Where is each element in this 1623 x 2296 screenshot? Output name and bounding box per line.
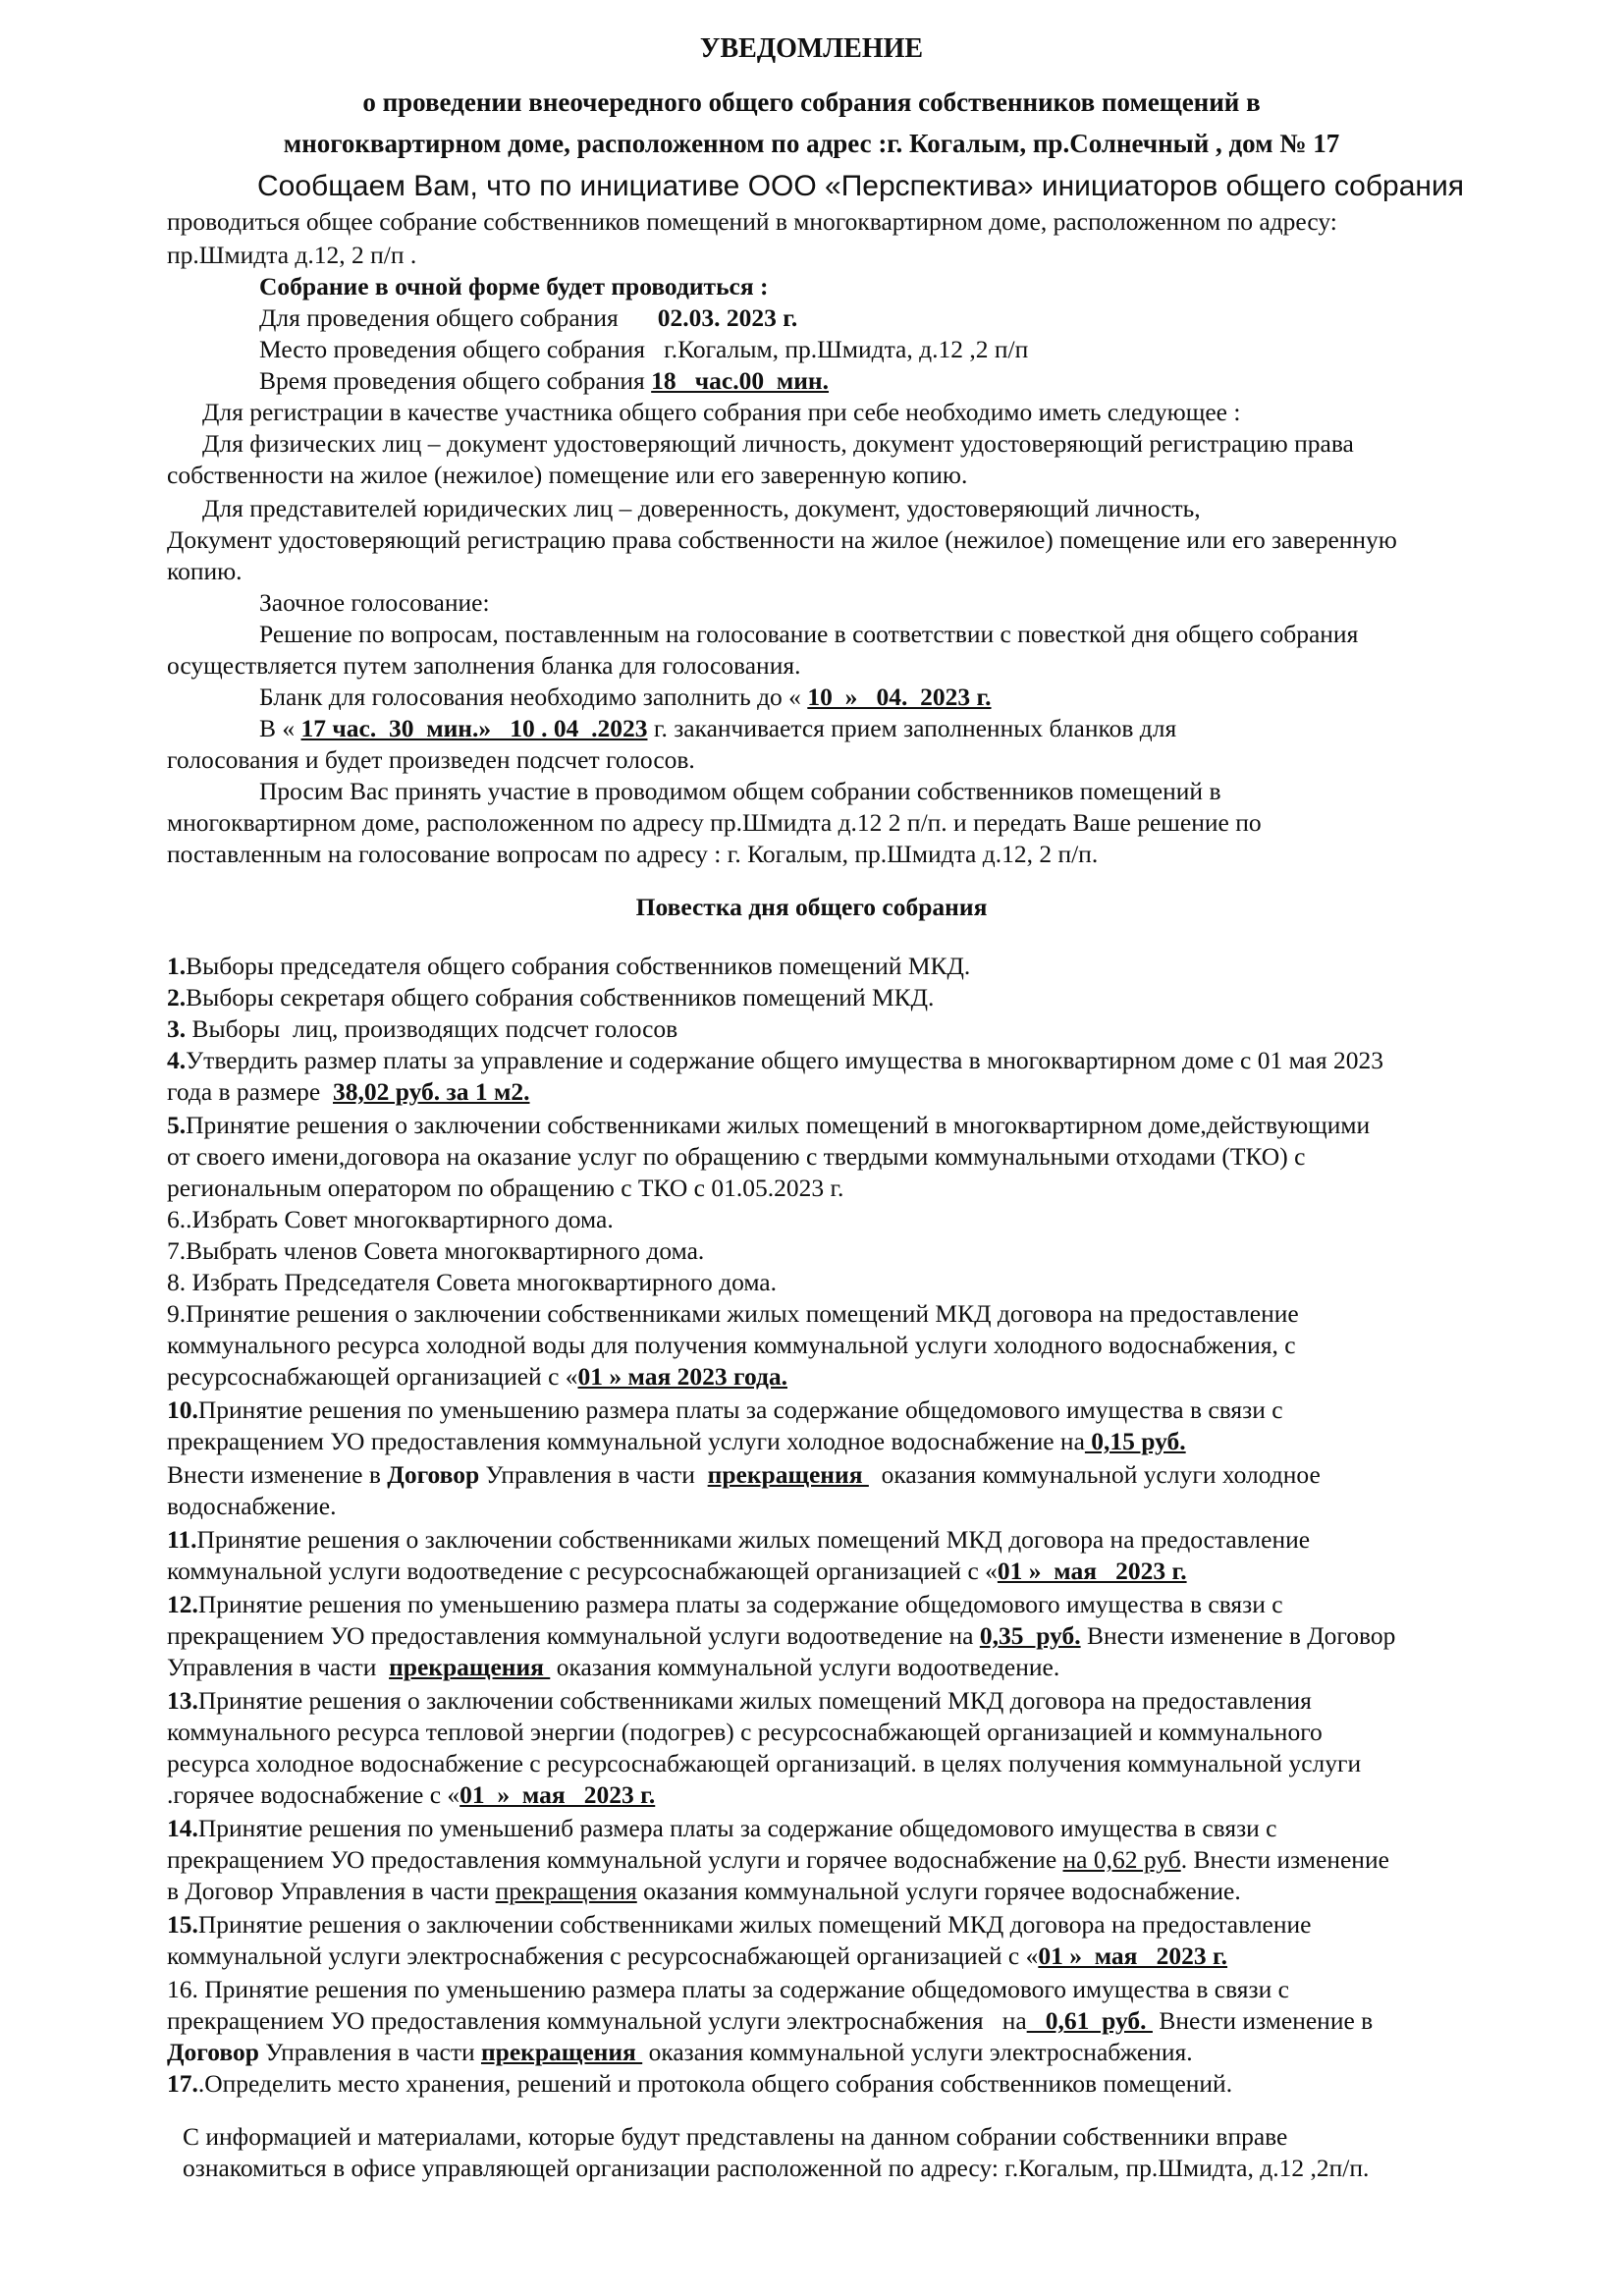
agenda-item-text: Принятие решения по уменьшению размера платы за содержание общедомового имущества в связи с [197,1590,1283,1618]
absentee-deadline-label: Бланк для голосования необходимо заполнить до « [259,683,801,711]
meeting-place-value: г.Когалым, пр.Шмидта, д.12 ,2 п/п [664,335,1029,363]
agenda-item-termination: прекращения [707,1460,869,1489]
agenda-item-text: .горячее водоснабжение с « [167,1780,460,1809]
agenda-item-13-line3: ресурса холодное водоснабжение с ресурсоснабжающей организаций. в целях получения коммунальной услуги [167,1749,1362,1777]
agenda-item-15 [167,1909,1532,1941]
agenda-item-16-line2 [167,2005,1373,2037]
absentee-end-suffix: г. заканчивается прием заполненных бланков для [653,714,1177,742]
agenda-item-15-line2 [167,1941,1227,1972]
registration-line3: собственности на жилое (нежилое) помещение или его заверенную копию. [167,461,968,489]
footer-line1: С информацией и материалами, которые будут представлены на данном собрании собственники вправе [183,2122,1288,2151]
agenda-item-text: Управления в части [258,2038,481,2066]
agenda-item-text: года в размере [167,1077,333,1106]
agenda-item-number: 13. [167,1686,198,1715]
agenda-item-amount: на 0,62 руб [1062,1845,1181,1874]
document-subtitle-line2: многоквартирном доме, расположенном по адрес :г. Когалым, пр.Солнечный , дом № 17 [283,129,1340,158]
agenda-item-number: 15. [167,1910,198,1939]
registration-line1: Для регистрации в качестве участника общего собрания при себе необходимо иметь следующее : [202,398,1241,426]
agenda-item-number: 5. [167,1111,187,1139]
agenda-item-number: 12. [167,1590,198,1618]
agenda-item-text: в Договор Управления в части [167,1877,496,1905]
agenda-item-text: Утвердить размер платы за управление и содержание общего имущества в многоквартирном доме с 01 мая 2023 [186,1046,1383,1074]
agenda-item-10-line2 [167,1426,1186,1457]
agenda-item-text: . Внести изменение [1180,1845,1389,1874]
agenda-item-number: 1. [167,952,187,980]
agenda-item-2 [167,982,934,1013]
agenda-item-6: 6..Избрать Совет многоквартирного дома. [167,1205,614,1233]
absentee-heading: Заочное голосование: [259,588,490,617]
agenda-item-number: 10. [167,1395,198,1424]
request-line3: поставленным на голосование вопросам по адресу : г. Когалым, пр.Шмидта д.12, 2 п/п. [167,840,1099,868]
meeting-heading: Собрание в очной форме будет проводиться : [259,272,769,301]
agenda-item-text: Внести изменение в [1152,2006,1374,2035]
agenda-item-16-line3 [167,2037,1193,2068]
registration-line4: Для представителей юридических лиц – доверенность, документ, удостоверяющий личность, [202,494,1201,522]
intro-line2: проводиться общее собрание собственников помещений в многоквартирном доме, расположенном по адресу: [167,207,1337,236]
agenda-item-text: .Определить место хранения, решений и протокола общего собрания собственников помещений. [197,2069,1233,2098]
registration-line5: Документ удостоверяющий регистрацию права собственности на жилое (нежилое) помещение или его заверенную [167,525,1397,554]
meeting-date-row [259,302,797,334]
agenda-item-text: Выборы лиц, производящих подсчет голосов [186,1014,678,1043]
document-title: УВЕДОМЛЕНИЕ [699,33,924,64]
absentee-end-row [259,713,1176,744]
agenda-item-text: оказания коммунальной услуги электроснабжения. [642,2038,1193,2066]
agenda-item-contract: Договор [167,2038,259,2066]
request-line2: многоквартирном доме, расположенном по адресу пр.Шмидта д.12 2 п/п. и передать Ваше решение по [167,808,1262,837]
agenda-item-termination: прекращения [495,1877,637,1905]
absentee-end-line2: голосования и будет произведен подсчет голосов. [167,745,695,774]
agenda-item-amount: 38,02 руб. за 1 м2. [332,1077,530,1106]
agenda-item-number: 2. [167,983,187,1011]
agenda-item-amount: 0,61 руб. [1026,2006,1153,2035]
agenda-item-date: 01 » мая 2023 года. [577,1362,787,1391]
agenda-item-3 [167,1013,677,1045]
absentee-line2: осуществляется путем заполнения бланка для голосования. [167,651,801,680]
footer-line2: ознакомиться в офисе управляющей организации расположенной по адресу: г.Когалым, пр.Шмидта, д.12 ,2п/п. [183,2154,1370,2182]
agenda-item-10-line4: водоснабжение. [167,1492,337,1520]
agenda-item-11-line2 [167,1556,1187,1587]
absentee-end-prefix: В « [259,714,296,742]
agenda-item-text: оказания коммунальной услуги горячее водоснабжение. [636,1877,1241,1905]
agenda-item-amount: 0,15 руб. [1084,1427,1186,1455]
meeting-date-value: 02.03. 2023 г. [657,303,798,332]
agenda-item-17 [167,2068,1232,2100]
agenda-item-12-line2 [167,1620,1395,1652]
agenda-item-text: Управления в части [167,1653,390,1681]
agenda-item-number: 14. [167,1814,198,1842]
agenda-item-text: Управления в части [479,1460,708,1489]
agenda-item-date: 01 » мая 2023 г. [997,1557,1187,1585]
agenda-item-text: Принятие решения по уменьшению размера платы за содержание общедомового имущества в связи с [197,1395,1283,1424]
agenda-item-text: прекращением УО предоставления коммунальной услуги водоотведение на [167,1621,980,1650]
agenda-item-5-line2: от своего имени,договора на оказание услуг по обращению с твердыми коммунальными отходами (ТКО) с [167,1142,1306,1171]
agenda-title: Повестка дня общего собрания [635,893,988,921]
agenda-item-text: прекращением УО предоставления коммунальной услуги и горячее водоснабжение [167,1845,1063,1874]
agenda-item-date: 01 » мая 2023 г. [1038,1941,1228,1970]
agenda-item-text: оказания коммунальной услуги водоотведение. [550,1653,1060,1681]
agenda-item-text: Принятие решения по уменьшениб размера платы за содержание общедомового имущества в связи с [197,1814,1277,1842]
agenda-item-text: Внести изменение в [167,1460,388,1489]
agenda-item-9-line2: коммунального ресурса холодной воды для получения коммунальной услуги холодного водоснабжения, с [167,1331,1296,1359]
meeting-date-label: Для проведения общего собрания [259,303,619,332]
agenda-item-10-line3 [167,1459,1321,1491]
agenda-item-14-line2 [167,1844,1389,1876]
agenda-item-number: 11. [167,1525,197,1554]
agenda-item-12-line3 [167,1652,1059,1683]
meeting-time-label: Время проведения общего собрания [259,366,645,395]
agenda-item-13-line2: коммунального ресурса тепловой энергии (подогрев) с ресурсоснабжающей организацией и коммунального [167,1718,1323,1746]
agenda-item-text: Принятие решения о заключении собственниками жилых помещений МКД договора на предоставления [197,1686,1312,1715]
absentee-line1: Решение по вопросам, поставленным на голосование в соответствии с повесткой дня общего собрания [259,620,1359,648]
agenda-item-12 [167,1589,1532,1620]
absentee-deadline-row [259,682,992,713]
agenda-item-number: 17. [167,2069,198,2098]
agenda-item-text: Внести изменение в Договор [1080,1621,1396,1650]
agenda-item-10 [167,1394,1532,1426]
agenda-item-9: 9.Принятие решения о заключении собственниками жилых помещений МКД договора на предоставление [167,1299,1299,1328]
agenda-item-5 [167,1110,1532,1141]
agenda-item-number: 4. [167,1046,187,1074]
agenda-item-16: 16. Принятие решения по уменьшению размера платы за содержание общедомового имущества в связи с [167,1975,1289,2003]
request-line1: Просим Вас принять участие в проводимом общем собрании собственников помещений в [259,777,1221,805]
absentee-deadline-value: 10 » 04. 2023 г. [807,683,992,711]
meeting-time-row [259,365,829,397]
agenda-item-8: 8. Избрать Председателя Совета многоквартирного дома. [167,1268,778,1296]
agenda-item-text: Принятие решения о заключении собственниками жилых помещений в многоквартирном доме,действующими [186,1111,1371,1139]
agenda-item-contract: Договор [387,1460,480,1489]
meeting-place-label: Место проведения общего собрания [259,335,646,363]
agenda-item-termination: прекращения [389,1653,551,1681]
agenda-item-11 [167,1524,1532,1556]
agenda-item-termination: прекращения [480,2038,643,2066]
agenda-item-text: прекращением УО предоставления коммунальной услуги электроснабжения на [167,2006,1027,2035]
agenda-item-amount: 0,35 руб. [979,1621,1081,1650]
agenda-item-text: Выборы председателя общего собрания собственников помещений МКД. [186,952,971,980]
agenda-item-text: Принятие решения о заключении собственниками жилых помещений МКД договора на предоставление [197,1910,1312,1939]
intro-lead: Сообщаем Вам, что по инициативе ООО «Перспектива» инициаторов общего собрания [257,170,1464,202]
agenda-item-7: 7.Выбрать членов Совета многоквартирного дома. [167,1236,705,1265]
agenda-item-1 [167,951,970,982]
agenda-item-4 [167,1045,1383,1076]
registration-line6: копию. [167,557,243,585]
document-subtitle-line1: о проведении внеочередного общего собрания собственников помещений в [362,87,1261,117]
agenda-item-text: Принятие решения о заключении собственниками жилых помещений МКД договора на предоставление [196,1525,1311,1554]
registration-line2: Для физических лиц – документ удостоверяющий личность, документ удостоверяющий регистрацию права [202,429,1354,458]
meeting-time-value: 18 час.00 мин. [651,366,830,395]
agenda-item-4-line2 [167,1076,530,1108]
agenda-item-5-line3: региональным оператором по обращению с ТКО с 01.05.2023 г. [167,1174,844,1202]
agenda-item-14 [167,1813,1532,1844]
intro-line3: пр.Шмидта д.12, 2 п/п . [167,241,417,269]
agenda-item-text: коммунальной услуги водоотведение с ресурсоснабжающей организацией с « [167,1557,998,1585]
agenda-item-13 [167,1685,1532,1717]
meeting-place-row [259,334,1028,365]
agenda-item-number: 3. [167,1014,187,1043]
agenda-item-text: прекращением УО предоставления коммунальной услуги холодное водоснабжение на [167,1427,1085,1455]
agenda-item-text: ресурсоснабжающей организацией с « [167,1362,578,1391]
agenda-item-14-line3 [167,1876,1241,1907]
agenda-item-date: 01 » мая 2023 г. [460,1780,656,1809]
absentee-end-value: 17 час. 30 мин.» 10 . 04 .2023 [300,714,648,742]
agenda-item-text: коммунальной услуги электроснабжения с ресурсоснабжающей организацией с « [167,1941,1039,1970]
agenda-item-text: оказания коммунальной услуги холодное [868,1460,1321,1489]
agenda-item-text: Выборы секретаря общего собрания собственников помещений МКД. [186,983,935,1011]
agenda-item-13-line4 [167,1779,655,1811]
agenda-item-9-line3 [167,1361,787,1393]
